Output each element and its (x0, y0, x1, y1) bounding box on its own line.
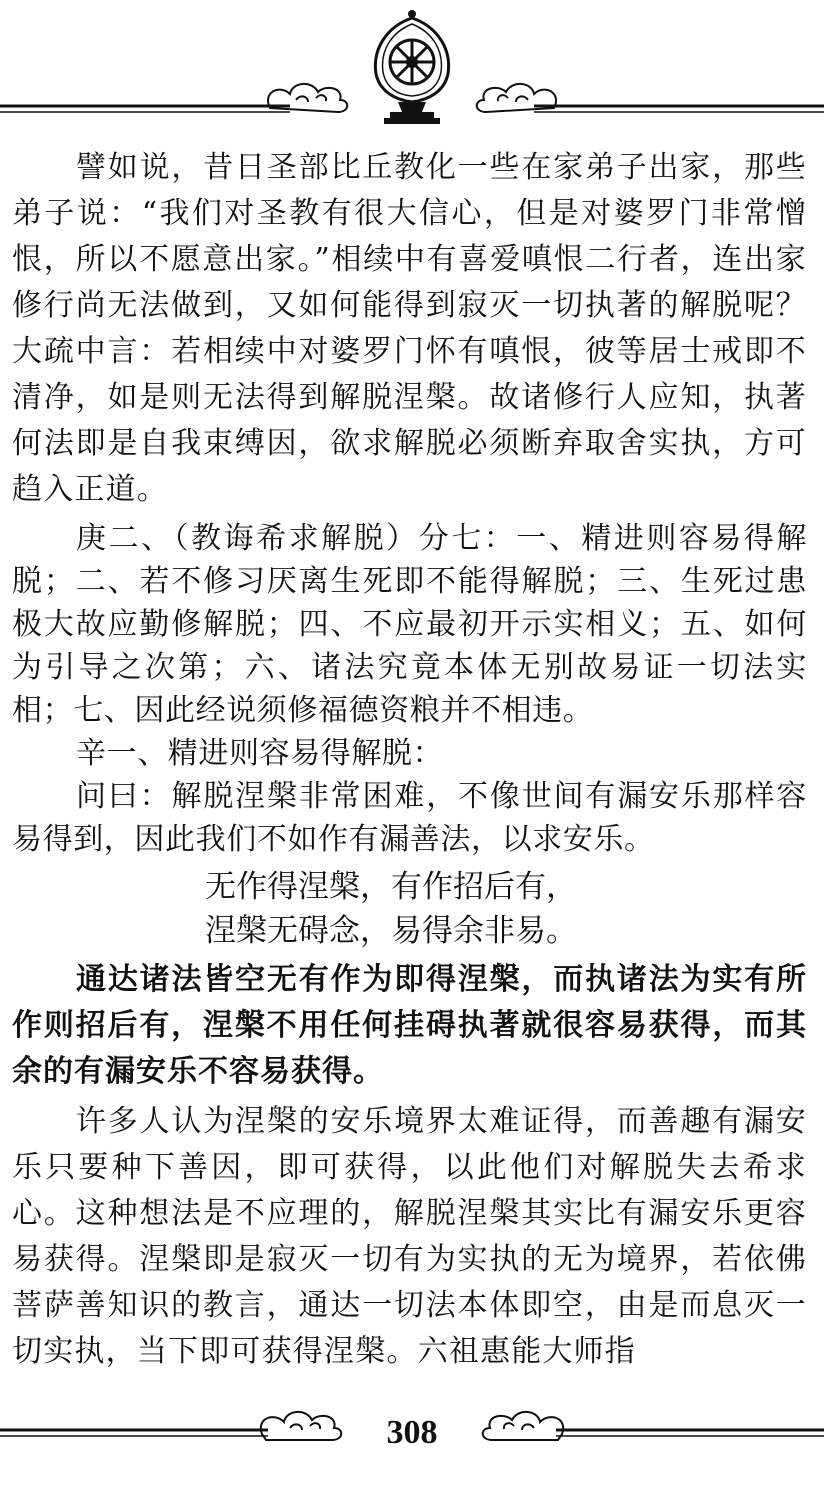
auspicious-cloud-icon (477, 84, 556, 112)
body-text (12, 145, 807, 1375)
verse-explanation: 通达诸法皆空无有作为即得涅槃，而执诸法为实有所作则招后有，涅槃不用任何挂碍执著就很容易获得，而其余的有漏安乐不容易获得。 (12, 962, 807, 1089)
section-heading: 辛一、精进则容易得解脱： (76, 736, 444, 771)
auspicious-cloud-icon (268, 84, 347, 112)
section-outline: 庚二、（教诲希求解脱）分七：一、精进则容易得解脱；二、若不修习厌离生死即不能得解脱；三、生死过患极大故应勤修解脱；四、不应最初开示实相义；五、如何为引导之次第；六、诸法究竟本体无别故易证一切法实相；七、因此经说须修福德资粮并不相违。 (12, 521, 807, 728)
page-number: 308 (386, 1414, 438, 1451)
paragraph-commentary-2: 许多人认为涅槃的安乐境界太难证得，而善趣有漏安乐只要种下善因，即可获得，以此他们对解脱失去希求心。这种想法是不应理的，解脱涅槃其实比有漏安乐更容易获得。涅槃即是寂灭一切有为实执的无为境界，若依佛菩萨善知识的教言，通达一切法本体即空，由是而息灭一切实执，当下即可获得涅槃。六祖惠能大师指 (12, 1104, 807, 1369)
header-ornament (0, 0, 824, 130)
paragraph-commentary-1: 譬如说，昔日圣部比丘教化一些在家弟子出家，那些弟子说：“我们对圣教有很大信心，但是对婆罗门非常憎恨，所以不愿意出家。”相续中有喜爱嗔恨二行者，连出家修行尚无法做到，又如何能得到寂灭一切执著的解脱呢？大疏中言：若相续中对婆罗门怀有嗔恨，彼等居士戒即不清净，如是则无法得到解脱涅槃。故诸修行人应知，执著何法即是自我束缚因，欲求解脱必须断弃取舍实执，方可趋入正道。 (12, 150, 807, 507)
question-paragraph: 问曰：解脱涅槃非常困难，不像世间有漏安乐那样容易得到，因此我们不如作有漏善法，以求安乐。 (12, 779, 807, 857)
verse-line-2: 涅槃无碍念，易得余非易。 (205, 913, 577, 949)
dharma-wheel-icon (375, 10, 448, 124)
verse-line-1: 无作得涅槃，有作招后有， (205, 869, 577, 905)
